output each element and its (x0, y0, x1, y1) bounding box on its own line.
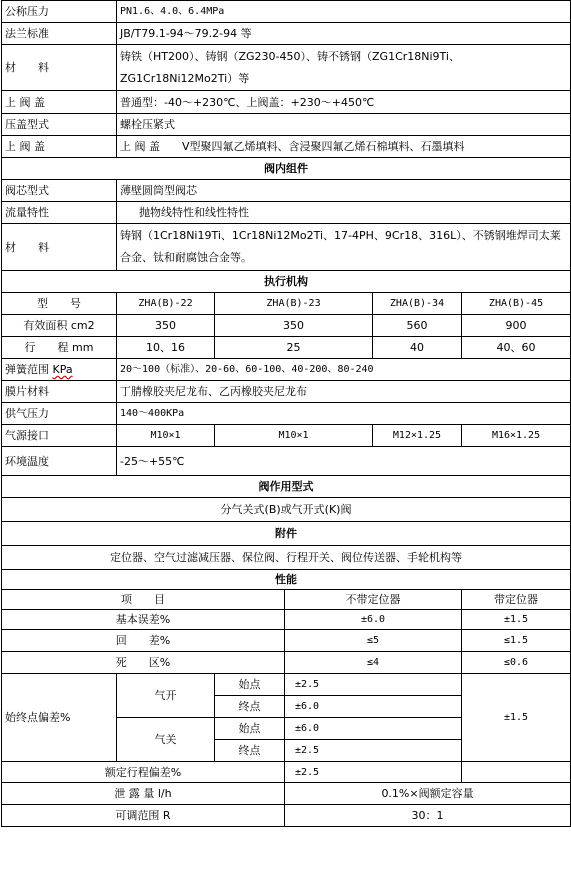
internals-material-value: 铸钢（1Cr18Ni19Ti、1Cr18Ni12Mo2Ti、17-4PH、9Cr18、316L）、不锈钢堆焊司太莱合金、钛和耐腐蚀合金等。 (117, 224, 571, 271)
col-item-header: 项 目 (2, 590, 285, 610)
spring-range-label-text: 弹簧范围 (5, 363, 53, 376)
row-range (2, 805, 571, 827)
row-supply-pressure (2, 403, 571, 425)
model-label: 型 号 (2, 293, 117, 315)
row-performance-header (2, 590, 571, 610)
gland-type-label: 压盖型式 (2, 114, 117, 136)
open-start-value: ±2.5 (285, 674, 462, 696)
row-action-value (2, 498, 571, 522)
close-end-value: ±2.5 (285, 740, 462, 762)
model-cell: ZHA(B)-23 (215, 293, 373, 315)
end-point-label: 始终点偏差% (2, 674, 117, 762)
port-cell: M10×1 (117, 425, 215, 447)
nominal-pressure-label: 公称压力 (2, 1, 117, 23)
spring-range-label (2, 359, 117, 381)
action-value: 分气关式(B)或气开式(K)阀 (2, 498, 571, 522)
air-close-label: 气关 (117, 718, 215, 762)
leakage-value: 0.1%×阀额定容量 (285, 783, 571, 805)
flange-standard-label: 法兰标准 (2, 23, 117, 45)
range-value: 30：1 (285, 805, 571, 827)
port-cell: M10×1 (215, 425, 373, 447)
row-body-material (2, 45, 571, 91)
nominal-pressure-value: PN1.6、4.0、6.4MPa (117, 1, 571, 23)
flow-char-value (117, 202, 571, 224)
col-with-positioner: 带定位器 (462, 590, 571, 610)
row-diaphragm (2, 381, 571, 403)
row-accessories-title (2, 522, 571, 546)
open-end-value: ±6.0 (285, 696, 462, 718)
model-cell: ZHA(B)-22 (117, 293, 215, 315)
row-rated-stroke (2, 762, 571, 783)
row-effective-area (2, 315, 571, 337)
row-stroke (2, 337, 571, 359)
core-type-value: 薄壁圆筒型阀芯 (117, 180, 571, 202)
env-label: 环境温度 (2, 447, 117, 476)
close-start-value: ±6.0 (285, 718, 462, 740)
spring-range-value: 20～100（标准）、20-60、60-100、40-200、80-240 (117, 359, 571, 381)
port-cell: M16×1.25 (462, 425, 571, 447)
internals-material-label: 材 料 (2, 224, 117, 271)
dead-band-with: ≤0.6 (462, 652, 571, 674)
basic-error-with: ±1.5 (462, 610, 571, 630)
model-cell: ZHA(B)-34 (373, 293, 462, 315)
area-cell: 560 (373, 315, 462, 337)
basic-error-label: 基本误差% (2, 610, 285, 630)
stroke-cell: 25 (215, 337, 373, 359)
end-point-with: ±1.5 (462, 674, 571, 762)
row-core-type (2, 180, 571, 202)
row-air-port (2, 425, 571, 447)
row-internals-title (2, 158, 571, 180)
air-open-label: 气开 (117, 674, 215, 718)
supply-label: 供气压力 (2, 403, 117, 425)
row-accessories-value (2, 546, 571, 570)
row-action-title (2, 476, 571, 498)
port-label: 气源接口 (2, 425, 117, 447)
spec-table (1, 0, 571, 827)
bonnet-packing-value (117, 136, 571, 158)
row-hysteresis (2, 630, 571, 652)
supply-value: 140～400KPa (117, 403, 571, 425)
area-label: 有效面积 cm2 (2, 315, 117, 337)
gland-type-value: 螺栓压紧式 (117, 114, 571, 136)
row-basic-error (2, 610, 571, 630)
row-nominal-pressure (2, 1, 571, 23)
row-dead-band (2, 652, 571, 674)
row-flange-standard (2, 23, 571, 45)
area-cell: 900 (462, 315, 571, 337)
flow-char-text: 抛物线特性和线性特性 (139, 206, 249, 219)
hysteresis-without: ≤5 (285, 630, 462, 652)
body-material-value: 铸铁（HT200）、铸钢（ZG230-450）、铸不锈钢（ZG1Cr18Ni9Ti、ZG1Cr18Ni12Mo2Ti）等 (117, 45, 571, 91)
diaphragm-label: 膜片材料 (2, 381, 117, 403)
stroke-cell: 40 (373, 337, 462, 359)
col-without-positioner: 不带定位器 (285, 590, 462, 610)
rated-stroke-with (462, 762, 571, 783)
hysteresis-with: ≤1.5 (462, 630, 571, 652)
hysteresis-label: 回 差% (2, 630, 285, 652)
row-end-point-open-start (2, 674, 571, 696)
bonnet-packing-sub: 上 阀 盖 (120, 140, 160, 153)
rated-stroke-label: 额定行程偏差% (2, 762, 285, 783)
stroke-label: 行 程 mm (2, 337, 117, 359)
leakage-label: 泄 露 量 l/h (2, 783, 285, 805)
row-gland-type (2, 114, 571, 136)
performance-title: 性能 (2, 570, 571, 590)
bonnet-packing-label: 上 阀 盖 (2, 136, 117, 158)
basic-error-without: ±6.0 (285, 610, 462, 630)
end-label: 终点 (215, 696, 285, 718)
stroke-cell: 10、16 (117, 337, 215, 359)
row-flow-characteristic (2, 202, 571, 224)
row-actuator-title (2, 271, 571, 293)
body-material-label: 材 料 (2, 45, 117, 91)
bonnet-packing-text: V型聚四氟乙烯填料、含浸聚四氟乙烯石棉填料、石墨填料 (182, 140, 465, 153)
row-leakage (2, 783, 571, 805)
row-actuator-models (2, 293, 571, 315)
row-internals-material (2, 224, 571, 271)
spring-range-unit: KPa (52, 363, 73, 376)
row-performance-title (2, 570, 571, 590)
spec-sheet (1, 0, 570, 827)
env-value: -25～+55℃ (117, 447, 571, 476)
bonnet-temp-label: 上 阀 盖 (2, 91, 117, 114)
row-bonnet-packing (2, 136, 571, 158)
area-cell: 350 (215, 315, 373, 337)
end-label: 终点 (215, 740, 285, 762)
row-ambient-temp (2, 447, 571, 476)
port-cell: M12×1.25 (373, 425, 462, 447)
internals-title: 阀内组件 (2, 158, 571, 180)
start-label: 始点 (215, 718, 285, 740)
rated-stroke-without: ±2.5 (285, 762, 462, 783)
range-label: 可调范围 R (2, 805, 285, 827)
diaphragm-value: 丁腈橡胶夹尼龙布、乙丙橡胶夹尼龙布 (117, 381, 571, 403)
accessories-value: 定位器、空气过滤减压器、保位阀、行程开关、阀位传送器、手轮机构等 (2, 546, 571, 570)
row-spring-range (2, 359, 571, 381)
actuator-title: 执行机构 (2, 271, 571, 293)
flange-standard-value: JB/T79.1-94～79.2-94 等 (117, 23, 571, 45)
start-label: 始点 (215, 674, 285, 696)
flow-char-label: 流量特性 (2, 202, 117, 224)
model-cell: ZHA(B)-45 (462, 293, 571, 315)
dead-band-without: ≤4 (285, 652, 462, 674)
core-type-label: 阀芯型式 (2, 180, 117, 202)
bonnet-temp-value: 普通型：-40～+230℃、上阀盖：+230～+450℃ (117, 91, 571, 114)
row-bonnet-temp (2, 91, 571, 114)
dead-band-label: 死 区% (2, 652, 285, 674)
stroke-cell: 40、60 (462, 337, 571, 359)
action-title: 阀作用型式 (2, 476, 571, 498)
accessories-title: 附件 (2, 522, 571, 546)
area-cell: 350 (117, 315, 215, 337)
